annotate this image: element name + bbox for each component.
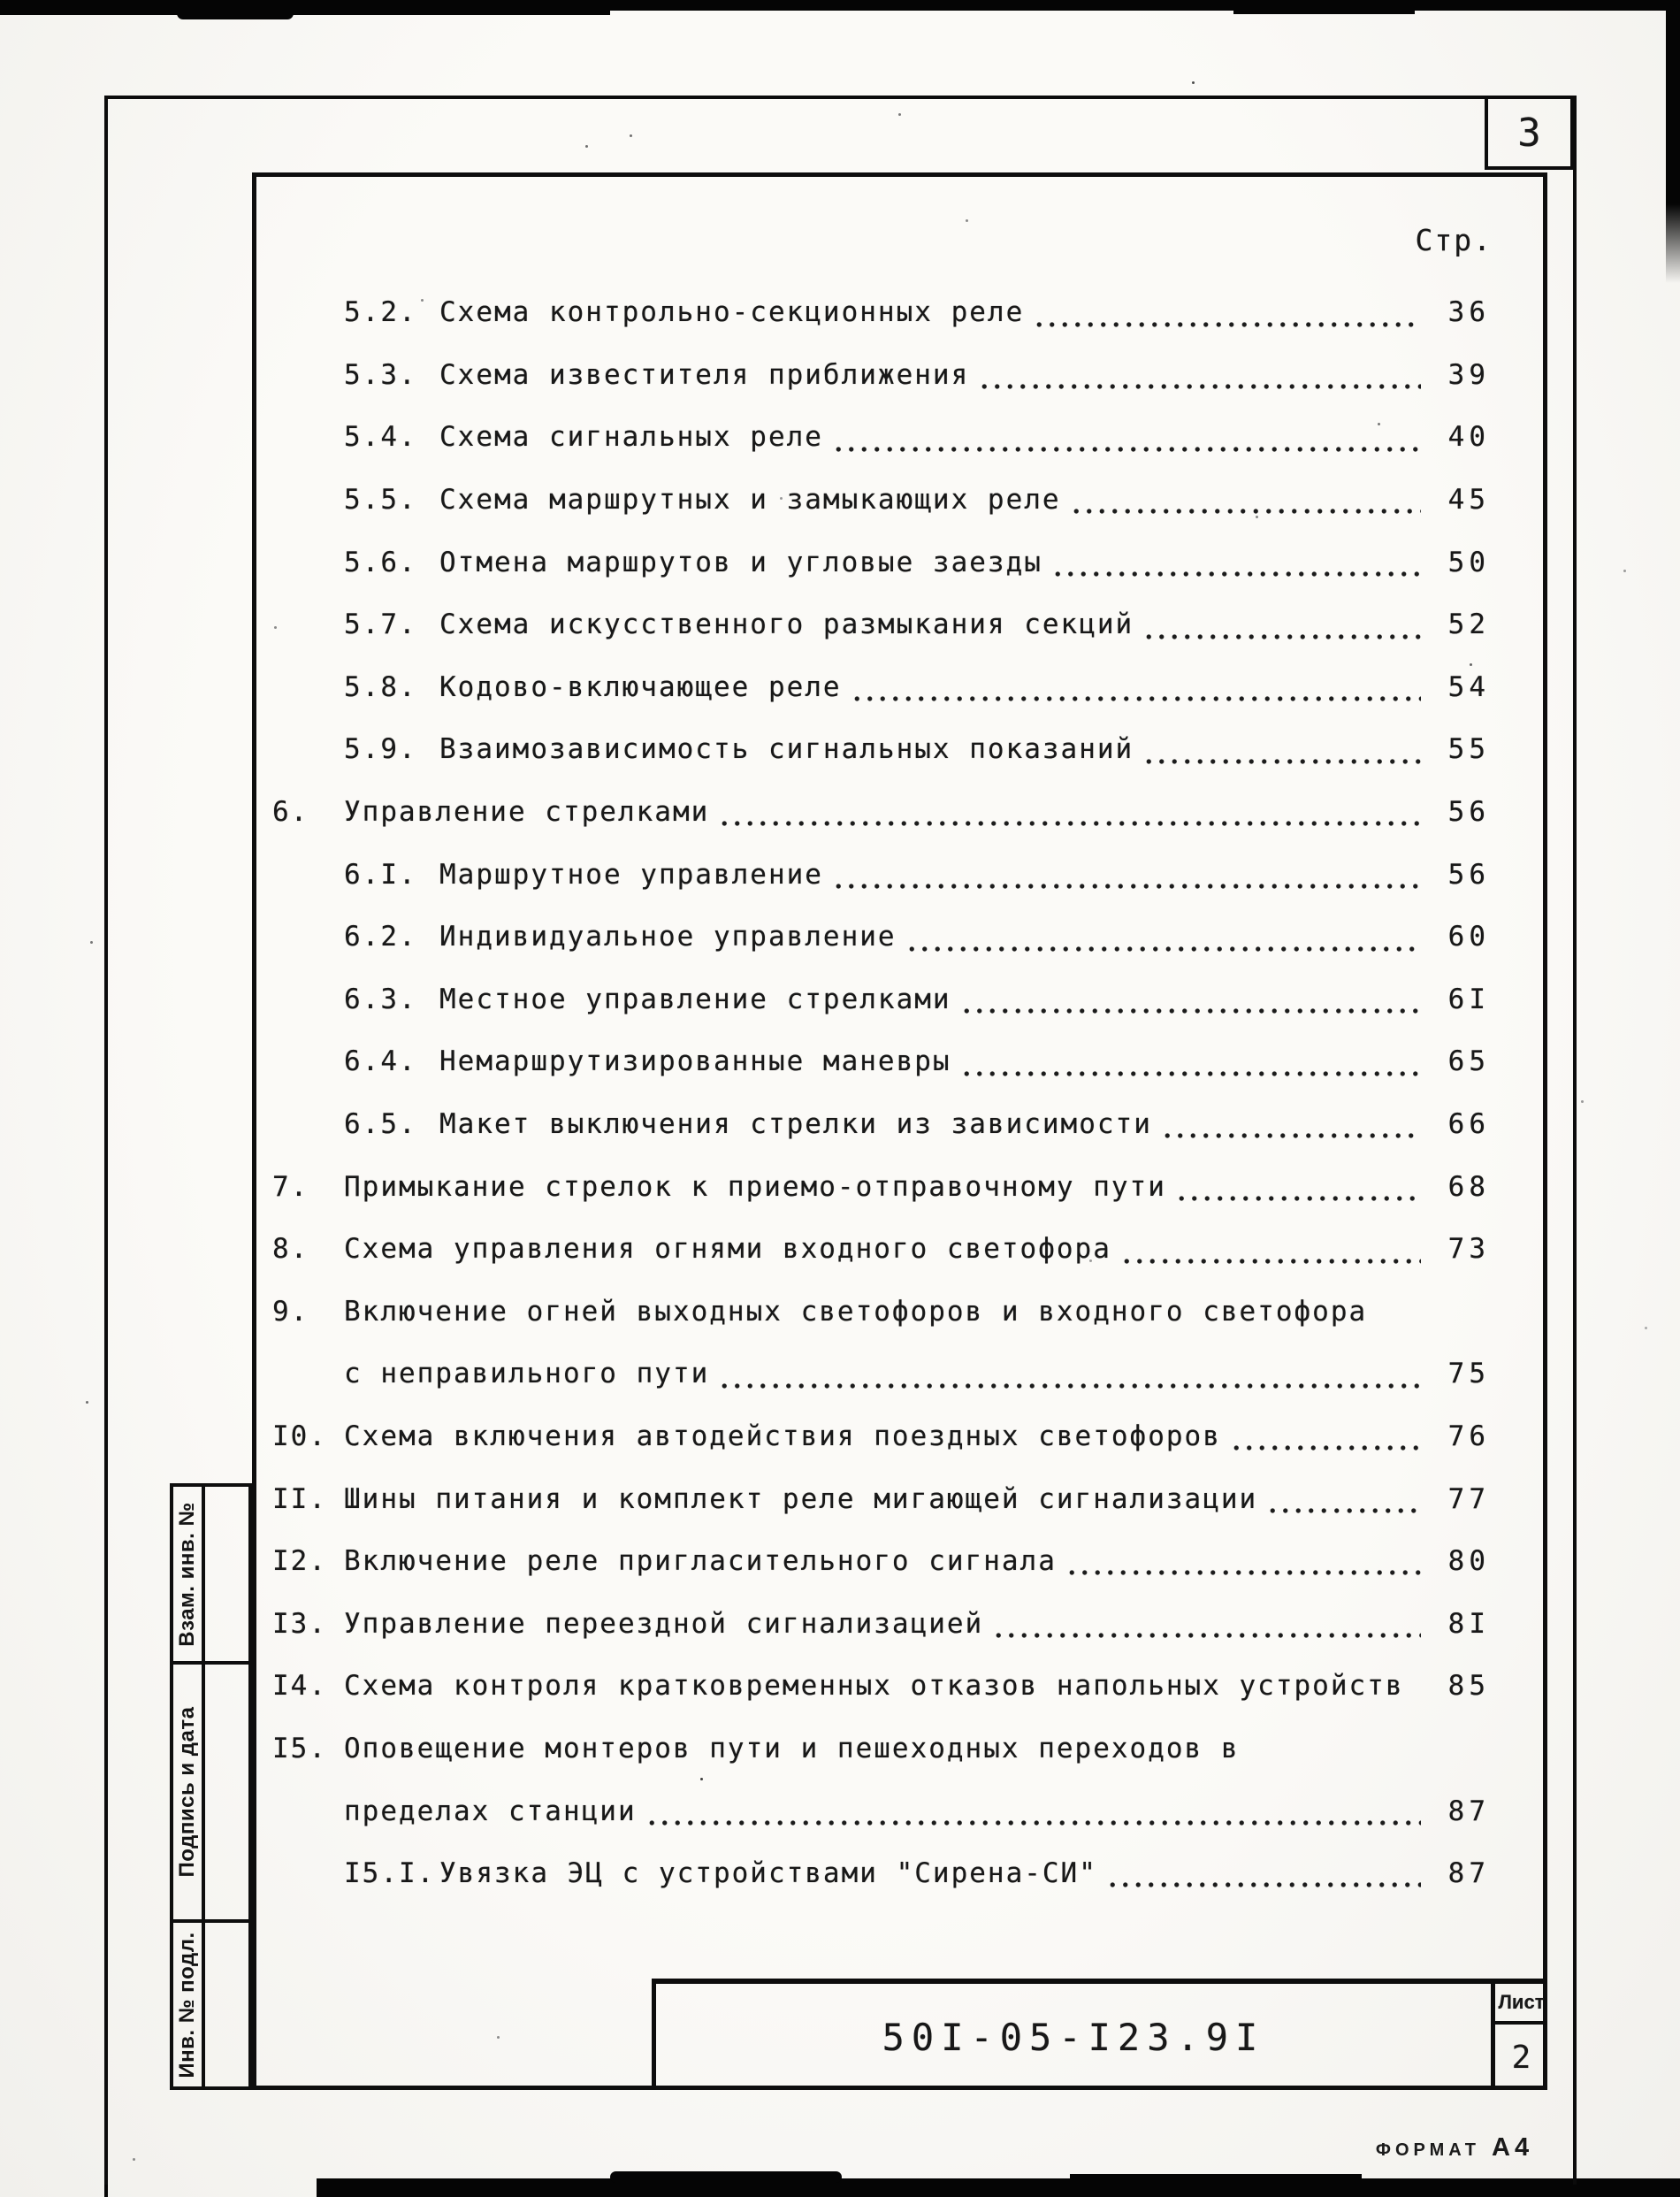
toc-entry-title: Местное управление стрелками [439, 983, 951, 1015]
toc-entry-page: 36 [1447, 296, 1490, 329]
toc-entry-number: 5.2. [344, 296, 417, 329]
toc-entry-title: Схема сигнальных реле [439, 421, 823, 454]
toc-entry-page: 68 [1447, 1170, 1490, 1203]
toc-entry-title: Схема маршрутных и замыкающих реле [439, 484, 1061, 517]
toc-entry-title: Схема включения автодействия поездных светофоров [344, 1420, 1221, 1452]
toc-entry-page: 85 [1447, 1670, 1490, 1703]
stamp-empty-cell [205, 1923, 248, 2086]
dot-leader [718, 1383, 1421, 1389]
toc-entry-number: 6.2. [344, 921, 417, 953]
scan-artifact-blob [177, 0, 294, 19]
dot-leader [1142, 634, 1421, 639]
dot-leader [1161, 1133, 1421, 1138]
stamp-label-podpis-data: Подпись и дата [175, 1706, 199, 1878]
toc-entry-title: Взаимозависимость сигнальных показаний [439, 733, 1134, 766]
toc-entry-number: 5.9. [344, 733, 417, 766]
toc-entry-page: 6I [1447, 983, 1490, 1015]
dot-leader [1070, 509, 1421, 514]
toc-entry-number: 5.6. [344, 546, 417, 578]
toc-entry-page: 40 [1447, 421, 1490, 454]
toc-entry-number: 5.8. [344, 670, 417, 703]
toc-entry-number: 9. [272, 1295, 309, 1328]
toc-row [252, 1155, 1552, 1218]
dot-leader [1106, 1882, 1421, 1887]
toc-row [252, 843, 1552, 906]
toc-entry-number: 6.4. [344, 1045, 417, 1078]
dot-leader [1051, 571, 1421, 577]
toc-entry-page: 60 [1447, 921, 1490, 953]
toc-row [252, 1405, 1552, 1468]
dot-leader [1142, 759, 1421, 764]
toc-entry-number: 7. [272, 1170, 309, 1203]
toc-row [252, 1467, 1552, 1530]
page-number: 3 [1517, 110, 1541, 156]
dot-leader [960, 1071, 1421, 1076]
toc-entry-title: Включение реле пригласительного сигнала [344, 1545, 1057, 1578]
toc-entry-number: I0. [272, 1420, 327, 1452]
toc-entry-title: Схема контроля кратковременных отказов напольных устройств [344, 1670, 1404, 1703]
toc-row [252, 531, 1552, 593]
toc-entry-title: Шины питания и комплект реле мигающей сигнализации [344, 1482, 1258, 1515]
toc-row [252, 1281, 1552, 1343]
toc-row [252, 906, 1552, 968]
toc-entry-number: I2. [272, 1545, 327, 1578]
toc-entry-page: 80 [1447, 1545, 1490, 1578]
toc-entry-page: 52 [1447, 609, 1490, 641]
toc-row [252, 968, 1552, 1031]
dot-leader [1033, 322, 1421, 327]
toc-row [252, 1718, 1552, 1780]
page-number-box [1485, 96, 1574, 170]
toc-entry-title: пределах станции [344, 1795, 637, 1827]
toc-entry-page: 65 [1447, 1045, 1490, 1078]
toc-entry-page: 56 [1447, 796, 1490, 829]
toc-row [252, 656, 1552, 719]
toc-entry-number: 8. [272, 1233, 309, 1266]
toc-entry-page: 54 [1447, 670, 1490, 703]
dot-leader [718, 821, 1421, 826]
side-stamp-entry-column [205, 1483, 252, 2090]
dot-leader [832, 447, 1421, 452]
toc-entry-title: Схема управления огнями входного светофора [344, 1233, 1111, 1266]
toc-entry-number: I3. [272, 1607, 327, 1640]
dot-leader [905, 946, 1421, 952]
toc-row [252, 593, 1552, 656]
scan-artifact-blob [1233, 0, 1415, 14]
dot-leader [960, 1008, 1421, 1014]
toc-entry-number: 5.4. [344, 421, 417, 454]
scan-artifact-blob [0, 0, 610, 15]
dot-leader [1065, 1570, 1421, 1575]
toc-entry-number: 5.3. [344, 358, 417, 391]
toc-entry-page: 56 [1447, 858, 1490, 891]
stamp-label-inv-podl: Инв. № подл. [175, 1931, 199, 2078]
toc-row [252, 1343, 1552, 1405]
doc-number: 50I-05-I23.9I [882, 2015, 1265, 2059]
toc-row [252, 1592, 1552, 1655]
stamp-cell [173, 1923, 202, 2086]
toc-entry-number: 5.7. [344, 609, 417, 641]
toc-entry-page: 55 [1447, 733, 1490, 766]
toc-entry-title: Схема контрольно-секционных реле [439, 296, 1025, 329]
toc-entry-number: 5.5. [344, 484, 417, 517]
toc-entry-title: Примыкание стрелок к приемо-отправочному пути [344, 1170, 1166, 1203]
toc-entry-page: 39 [1447, 358, 1490, 391]
toc-list [252, 281, 1552, 1904]
toc-entry-number: II. [272, 1482, 327, 1515]
format-note: формат А4 [1375, 2133, 1534, 2162]
toc-entry-number: 6.3. [344, 983, 417, 1015]
toc-entry-page: 87 [1447, 1857, 1490, 1890]
toc-entry-title: Индивидуальное управление [439, 921, 897, 953]
sheet-box [1491, 1984, 1547, 2090]
toc-entry-page: 8I [1447, 1607, 1490, 1640]
toc-entry-title: Схема искусственного размыкания секций [439, 609, 1134, 641]
toc-entry-title: Отмена маршрутов и угловые заезды [439, 546, 1042, 578]
toc-entry-page: 73 [1447, 1233, 1490, 1266]
stamp-empty-cell [205, 1487, 248, 1665]
dot-leader [832, 884, 1421, 889]
toc-row [252, 1842, 1552, 1905]
toc-entry-title: Макет выключения стрелки из зависимости [439, 1108, 1152, 1141]
toc-row [252, 1780, 1552, 1842]
dot-leader [992, 1633, 1421, 1638]
toc-entry-page: 45 [1447, 484, 1490, 517]
toc-row [252, 1655, 1552, 1718]
toc-entry-number: 6.I. [344, 858, 417, 891]
toc-row [252, 1218, 1552, 1281]
toc-entry-title: Оповещение монтеров пути и пешеходных переходов в [344, 1732, 1240, 1764]
side-stamp-label-column [170, 1483, 205, 2090]
toc-entry-page: 77 [1447, 1482, 1490, 1515]
toc-entry-number: I5. [272, 1732, 327, 1764]
toc-entry-title: Маршрутное управление [439, 858, 823, 891]
toc-row [252, 1093, 1552, 1156]
toc-row [252, 718, 1552, 781]
dot-leader [1230, 1445, 1421, 1451]
toc-entry-title: Схема известителя приближения [439, 358, 970, 391]
toc-entry-page: 50 [1447, 546, 1490, 578]
stamp-label-vzam-inv: Взам. инв. № [175, 1501, 199, 1647]
dot-leader [978, 384, 1421, 389]
toc-entry-number: I4. [272, 1670, 327, 1703]
sheet-word-label: Лист [1495, 1984, 1547, 2025]
scan-noise-specks [0, 0, 3, 3]
dot-leader [1266, 1508, 1421, 1513]
toc-row [252, 344, 1552, 407]
toc-entry-number: 6.5. [344, 1108, 417, 1141]
stamp-empty-cell [205, 1665, 248, 1923]
title-block [652, 1979, 1547, 2090]
toc-entry-title: Управление стрелками [344, 796, 710, 829]
toc-entry-number: 6. [272, 796, 309, 829]
toc-row [252, 469, 1552, 532]
toc-entry-page: 76 [1447, 1420, 1490, 1452]
toc-entry-title: Включение огней выходных светофоров и входного светофора [344, 1295, 1368, 1328]
stamp-cell [173, 1487, 202, 1665]
toc-entry-page: 87 [1447, 1795, 1490, 1827]
dot-leader [851, 696, 1421, 701]
toc-entry-title: Кодово-включающее реле [439, 670, 842, 703]
dot-leader [1120, 1259, 1421, 1264]
toc-row [252, 281, 1552, 344]
toc-entry-title: Увязка ЭЦ с устройствами "Сирена-СИ" [439, 1857, 1097, 1890]
toc-entry-title: Немаршрутизированные маневры [439, 1045, 951, 1078]
page-column-header: Стр. [1415, 223, 1493, 257]
toc-row [252, 781, 1552, 844]
toc-entry-page: 66 [1447, 1108, 1490, 1141]
toc-entry-title: Управление переездной сигнализацией [344, 1607, 984, 1640]
dot-leader [1175, 1196, 1421, 1201]
toc-row [252, 406, 1552, 469]
toc-entry-page: 75 [1447, 1358, 1490, 1390]
toc-row [252, 1530, 1552, 1593]
sheet-number: 2 [1511, 2039, 1531, 2076]
toc-row [252, 1030, 1552, 1093]
toc-entry-title: с неправильного пути [344, 1358, 710, 1390]
side-stamp [170, 1483, 252, 2090]
scan-artifact-right-strip [1666, 0, 1680, 283]
stamp-cell [173, 1665, 202, 1923]
dot-leader [645, 1820, 1421, 1826]
toc-entry-number: I5.I. [344, 1857, 436, 1890]
